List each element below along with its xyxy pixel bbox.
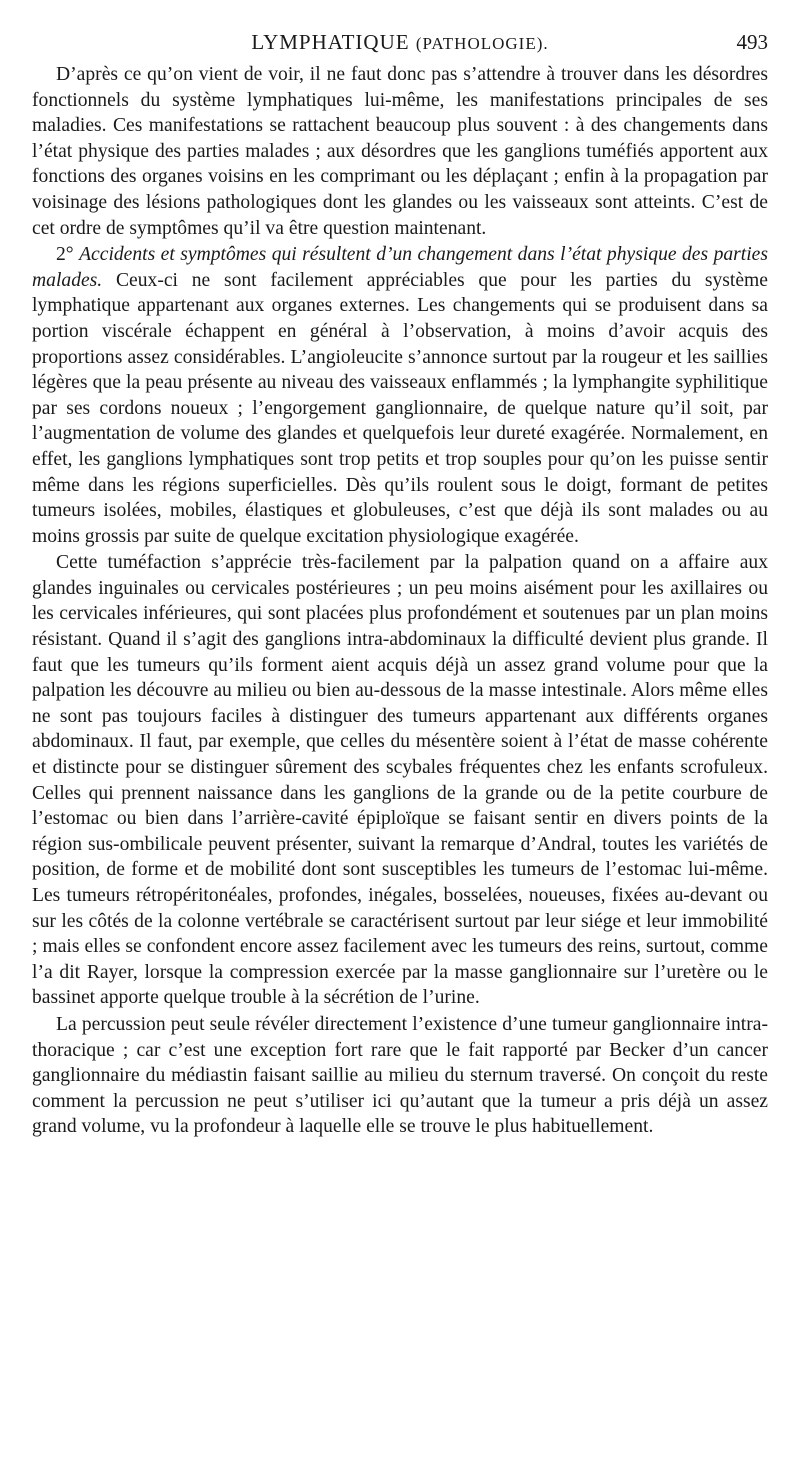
paragraph-3 (32, 550, 768, 1011)
body-text (32, 62, 768, 1140)
paragraph-2 (32, 242, 768, 549)
paragraph-3-text: Cette tuméfaction s’apprécie très-facilement par la palpation quand on a affaire aux glandes inguinales ou cervicales postérieures ; un peu moins aisément pour les axillaires ou les cervicales inférieures, qui sont placées plus profondément et soutenues par un plan moins résistant. Quand il s’agit des ganglions intra-abdominaux la difficulté devient plus grande. Il faut que les tumeurs qu’ils forment aient acquis déjà un assez grand volume pour que la palpation les découvre au milieu ou bien au-dessous de la masse intestinale. Alors même elles ne sont pas toujours faciles à distinguer des tumeurs appartenant aux différents organes abdominaux. Il faut, par exemple, que celles du mésentère soient à l’état de masse cohérente et distincte pour se distinguer sûrement des scybales fréquentes chez les enfants scrofuleux. Celles qui prennent naissance dans les ganglions de la grande ou de la petite courbure de l’estomac ou bien dans l’arrière-cavité épiploïque se faisant sentir en divers points de la région sus-ombilicale peuvent présenter, suivant la remarque d’Andral, toutes les variétés de position, de forme et de mobilité dont sont susceptibles les tumeurs de l’estomac lui-même. Les tumeurs rétropéritonéales, profondes, inégales, bosselées, noueuses, fixées au-devant ou sur les côtés de la colonne vertébrale se caractérisent surtout par leur siége et leur immobilité ; mais elles se confondent encore assez facilement avec les tumeurs des reins, surtout, comme l’a dit Rayer, lorsque la compression exercée par la masse ganglionnaire sur l’uretère ou le bassinet apporte quelque trouble à la sécrétion de l’urine. (32, 552, 768, 1009)
paragraph-2-text: Ceux-ci ne sont facilement appréciables que pour les parties du système lymphatique appartenant aux organes externes. Les changements qui se produisent dans sa portion viscérale échappent en général à l’observation, à moins d’avoir acquis des proportions assez considérables. L’angioleucite s’annonce surtout par la rougeur et les saillies légères que la peau présente au niveau des vaisseaux enflammés ; la lymphangite syphilitique par ses cordons noueux ; l’engorgement ganglionnaire, de quelque nature qu’il soit, par l’augmentation de volume des glandes et quelquefois leur dureté exagérée. Normalement, en effet, les ganglions lymphatiques sont trop petits et trop souples pour qu’on les puisse sentir même dans les régions superficielles. Dès qu’ils roulent sous le doigt, formant de petites tumeurs isolées, mobiles, élastiques et globuleuses, c’est que déjà ils sont malades ou au moins grossis par suite de quelque excitation physiologique exagérée. (32, 269, 768, 547)
running-title-main: LYMPHATIQUE (251, 30, 410, 54)
page-number: 493 (736, 30, 768, 54)
running-head (32, 26, 768, 62)
running-title-subtitle: (PATHOLOGIE). (415, 34, 549, 53)
paragraph-4-text: La percussion peut seule révéler directement l’existence d’une tumeur ganglionnaire intra-thoracique ; car c’est une exception fort rare que le fait rapporté par Becker d’un cancer ganglionnaire du médiastin faisant saillie au milieu du sternum traversé. On conçoit du reste comment la percussion ne peut s’utiliser ici qu’autant que la tumeur a pris déjà un assez grand volume, vu la profondeur à laquelle elle se trouve le plus habituellement. (32, 1013, 768, 1138)
paragraph-1-text: D’après ce qu’on vient de voir, il ne faut donc pas s’attendre à trouver dans les désordres fonctionnels du système lymphatiques lui-même, les manifestations principales de ses maladies. Ces manifestations se rattachent beaucoup plus souvent : à des changements dans l’état physique des parties malades ; aux désordres que les ganglions tuméfiés apportent aux fonctions des organes voisins en les comprimant ou les déplaçant ; enfin à la propagation par voisinage des lésions pathologiques dont les glandes ou les vaisseaux sont atteints. C’est de cet ordre de symptômes qu’il va être question maintenant. (32, 64, 768, 239)
paragraph-4 (32, 1012, 768, 1140)
book-page (32, 26, 768, 1466)
paragraph-1 (32, 62, 768, 241)
running-title (32, 30, 768, 55)
section-heading: Accidents et symptômes qui résultent d’un changement dans l’état physique des parties malades. (32, 244, 769, 291)
section-number: 2° (56, 244, 80, 266)
